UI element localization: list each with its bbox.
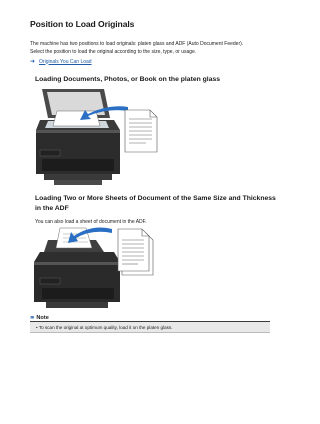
note-label: Note	[36, 314, 49, 321]
intro-paragraph-2: Select the position to load the original according to the size, type, or usage.	[30, 49, 197, 55]
platen-section-heading: Loading Documents, Photos, or Book on the platen glass	[35, 76, 221, 83]
intro-paragraph-1: The machine has two positions to load originals: platen glass and ADF (Auto Document Feeder).	[30, 41, 244, 47]
bullet-icon: •	[36, 324, 38, 330]
chevrons-icon: ›››	[30, 314, 34, 321]
adf-section-heading-line1: Loading Two or More Sheets of Document of the Same Size and Thickness	[35, 195, 276, 202]
note-item-text: To scan the original at optimum quality, load it on the platen glass.	[38, 324, 173, 330]
right-arrow-icon: ➜	[30, 59, 36, 65]
note-heading	[30, 314, 49, 321]
adf-section-body: You can also load a sheet of document in the ADF.	[35, 219, 147, 225]
originals-you-can-load-link[interactable]: Originals You Can Load	[39, 58, 92, 65]
page-title: Position to Load Originals	[30, 19, 135, 29]
note-item	[36, 325, 173, 330]
adf-section-heading-line2: in the ADF	[35, 205, 69, 212]
document-stack-icon	[118, 229, 153, 275]
